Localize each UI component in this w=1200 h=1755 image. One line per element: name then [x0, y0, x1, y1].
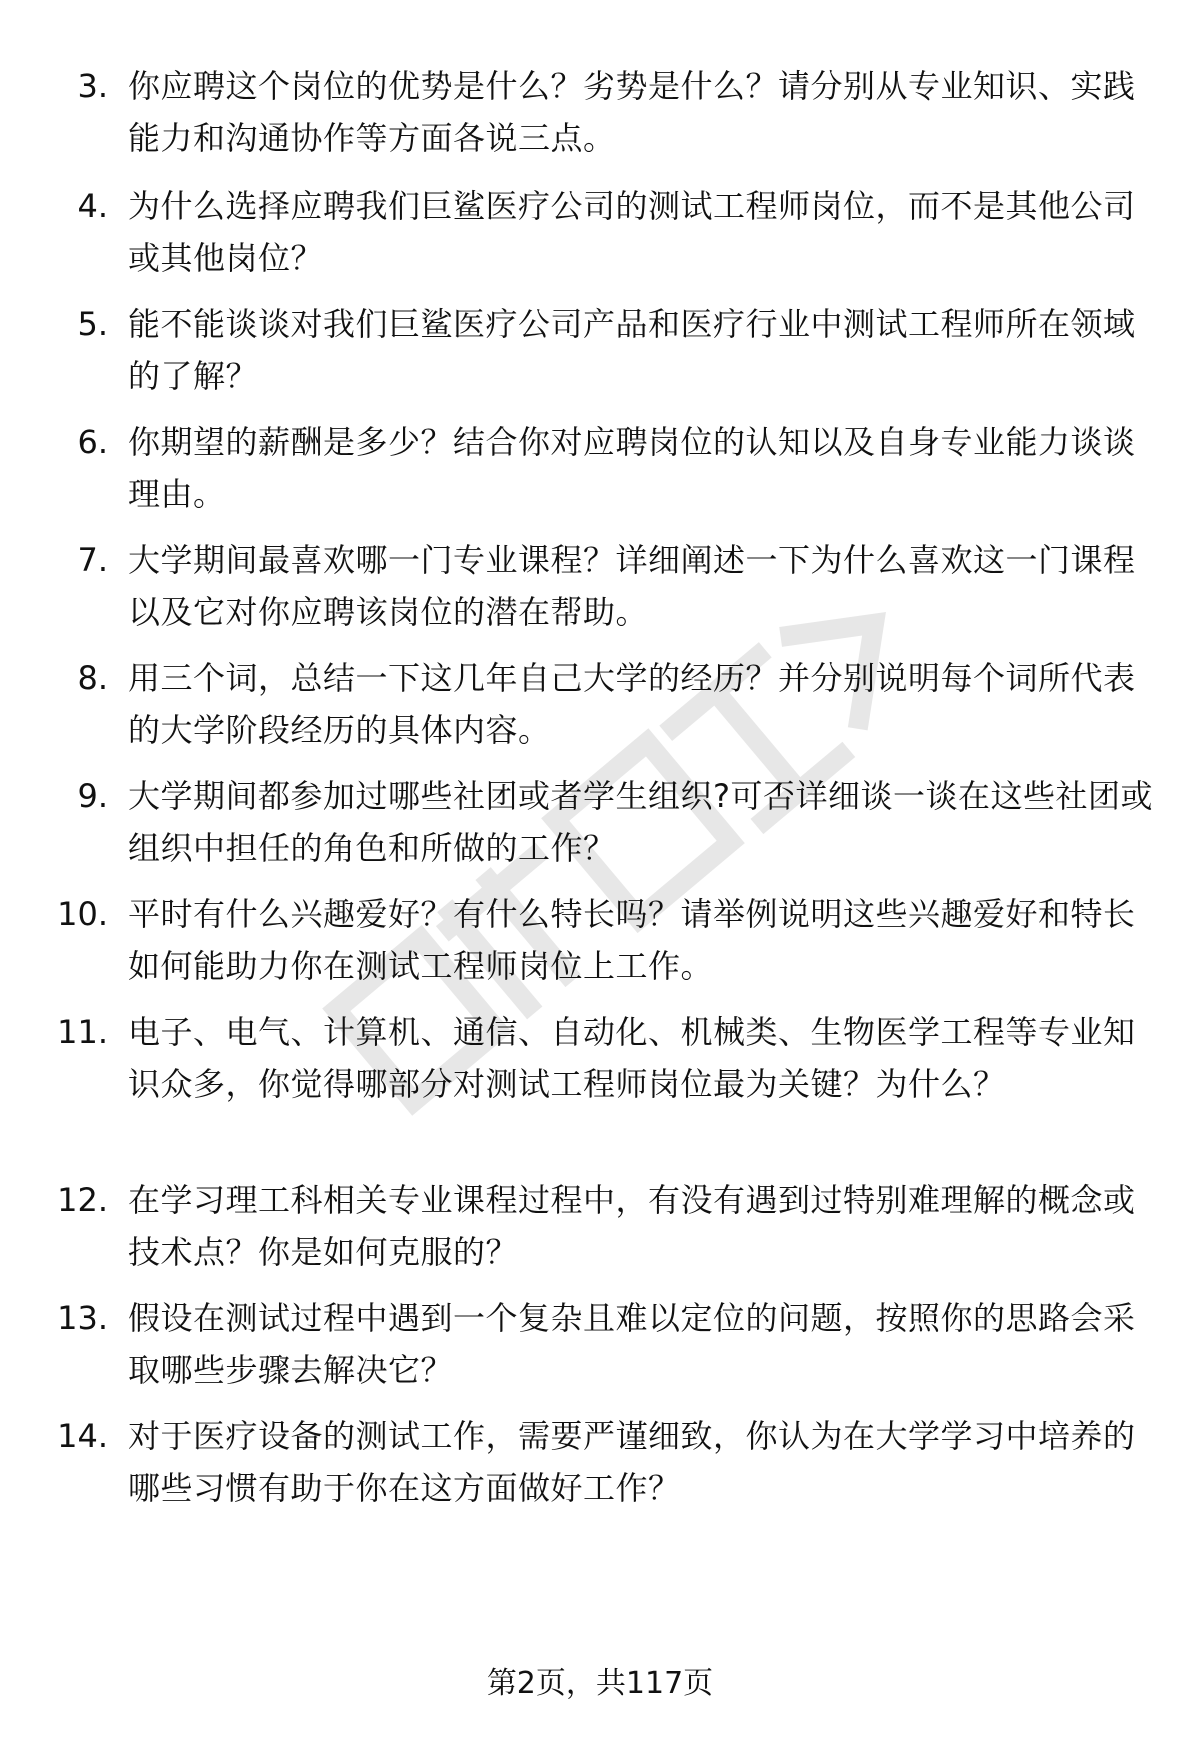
- question-number: 3.: [77, 67, 108, 105]
- question-number: 12.: [57, 1181, 108, 1219]
- question-text: 为什么选择应聘我们巨鲨医疗公司的测试工程师岗位，而不是其他公司或其他岗位？: [128, 187, 1136, 277]
- question-text: 在学习理工科相关专业课程过程中，有没有遇到过特别难理解的概念或技术点？你是如何克服的？: [128, 1181, 1136, 1271]
- question-text: 对于医疗设备的测试工作，需要严谨细致，你认为在大学学习中培养的哪些习惯有助于你在这方面做好工作？: [128, 1417, 1136, 1507]
- question-number: 6.: [77, 423, 108, 461]
- question-number: 5.: [77, 305, 108, 343]
- question-number: 8.: [77, 659, 108, 697]
- question-text: 用三个词，总结一下这几年自己大学的经历？并分别说明每个词所代表的大学阶段经历的具体内容。: [128, 659, 1136, 749]
- question-text: 你期望的薪酬是多少？结合你对应聘岗位的认知以及自身专业能力谈谈理由。: [128, 423, 1136, 513]
- question-number: 11.: [57, 1013, 108, 1051]
- question-text: 大学期间都参加过哪些社团或者学生组织?可否详细谈一谈在这些社团或组织中担任的角色和所做的工作？: [128, 777, 1153, 867]
- question-number: 7.: [77, 541, 108, 579]
- question-number: 4.: [77, 187, 108, 225]
- page-footer: 第2页，共117页: [486, 1666, 714, 1701]
- question-number: 9.: [77, 777, 108, 815]
- question-text: 假设在测试过程中遇到一个复杂且难以定位的问题，按照你的思路会采取哪些步骤去解决它？: [128, 1299, 1136, 1389]
- question-text: 你应聘这个岗位的优势是什么？劣势是什么？请分别从专业知识、实践能力和沟通协作等方面各说三点。: [128, 67, 1136, 157]
- question-text: 平时有什么兴趣爱好？有什么特长吗？请举例说明这些兴趣爱好和特长如何能助力你在测试工程师岗位上工作。: [128, 895, 1136, 985]
- question-text: 大学期间最喜欢哪一门专业课程？详细阐述一下为什么喜欢这一门课程以及它对你应聘该岗位的潜在帮助。: [128, 541, 1136, 631]
- question-number: 10.: [57, 895, 108, 933]
- question-text: 电子、电气、计算机、通信、自动化、机械类、生物医学工程等专业知识众多，你觉得哪部分对测试工程师岗位最为关键？为什么？: [128, 1013, 1136, 1103]
- question-number: 13.: [57, 1299, 108, 1337]
- question-number: 14.: [57, 1417, 108, 1455]
- question-text: 能不能谈谈对我们巨鲨医疗公司产品和医疗行业中测试工程师所在领域的了解？: [128, 305, 1136, 395]
